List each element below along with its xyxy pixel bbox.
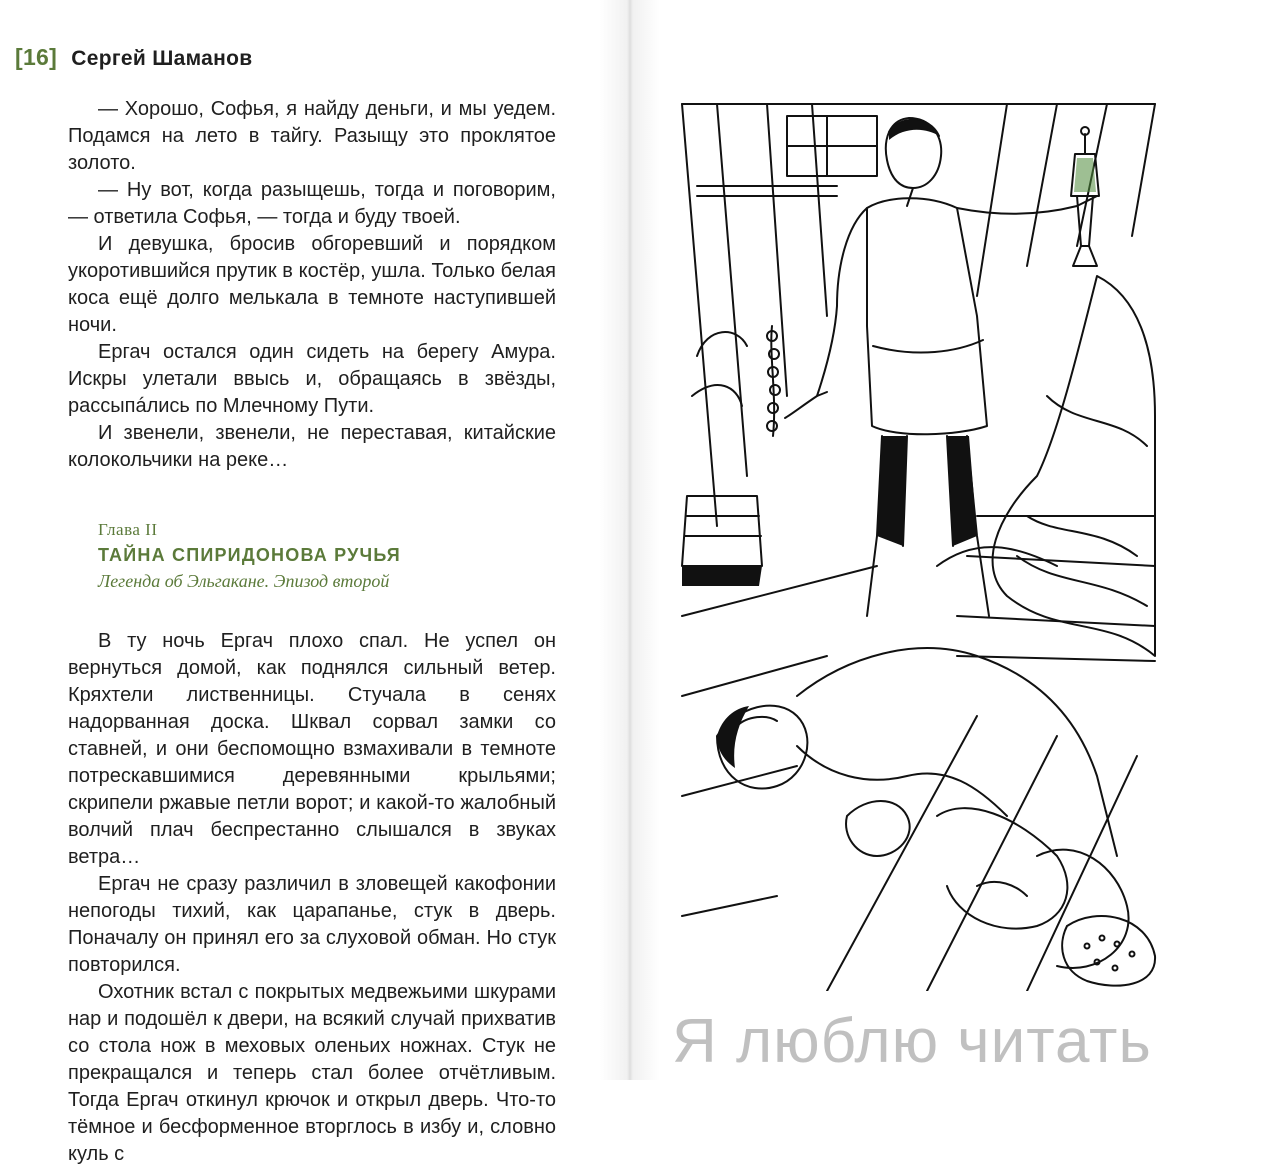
paragraph: В ту ночь Ергач плохо спал. Не успел он вернуться домой, как поднялся сильный ветер. Кряхтели лиственницы. Стучала в сенях надорванная доска. Шквал сорвал замки со ставней, и они беспомощно взмахивали в темноте потрескавшимися деревянными крыльями; скрипели ржавые петли ворот; и какой-то жалобный волчий плач беспрестанно слышался в звуках ветра…: [68, 630, 556, 868]
book-gutter: [600, 0, 660, 1080]
paragraph: — Хорошо, Софья, я найду деньги, и мы уедем. Подамся на лето в тайгу. Разыщу это проклятое золото.: [68, 98, 556, 174]
chapter-label: Глава II: [98, 520, 158, 539]
paragraph: И девушка, бросив обгоревший и порядком укоротившийся прутик в костёр, ушла. Только белая коса ещё долго мелькала в темноте наступившей ночи.: [68, 233, 556, 336]
running-head: [15, 44, 252, 71]
text-column: [68, 96, 556, 1168]
paragraph: Охотник встал с покрытых медвежьими шкурами нар и подошёл к двери, на всякий случай прихватив со стола нож в меховых оленьих ножнах. Стук не прекращался и теперь стал более отчётливым. Тогда Ергач откинул крючок и открыл дверь. Что-то тёмное и бесформенное вторглось в избу и, словно куль с: [68, 981, 556, 1165]
paragraph: Ергач остался один сидеть на берегу Амура. Искры улетали ввысь и, обращаясь в звёзды, рассыпáлись по Млечному Пути.: [68, 341, 556, 417]
paragraph: И звенели, звенели, не переставая, китайские колокольчики на реке…: [68, 422, 556, 471]
author-name: Сергей Шаманов: [71, 47, 253, 70]
paragraph: Ергач не сразу различил в зловещей какофонии непогоды тихий, как царапанье, стук в дверь. Поначалу он принял его за слуховой обман. Но стук повторился.: [68, 873, 556, 976]
paragraph: — Ну вот, когда разыщешь, тогда и поговорим, — ответила Софья, — тогда и буду твоей.: [68, 179, 556, 228]
chapter-heading: [98, 518, 556, 594]
page-number: [16]: [15, 44, 58, 70]
watermark: Я люблю читать: [672, 1007, 1152, 1076]
chapter-title: ТАЙНА СПИРИДОНОВА РУЧЬЯ: [98, 545, 401, 565]
illustration-ink-drawing: [677, 96, 1165, 991]
chapter-subtitle: Легенда об Эльгакане. Эпизод второй: [98, 571, 390, 591]
